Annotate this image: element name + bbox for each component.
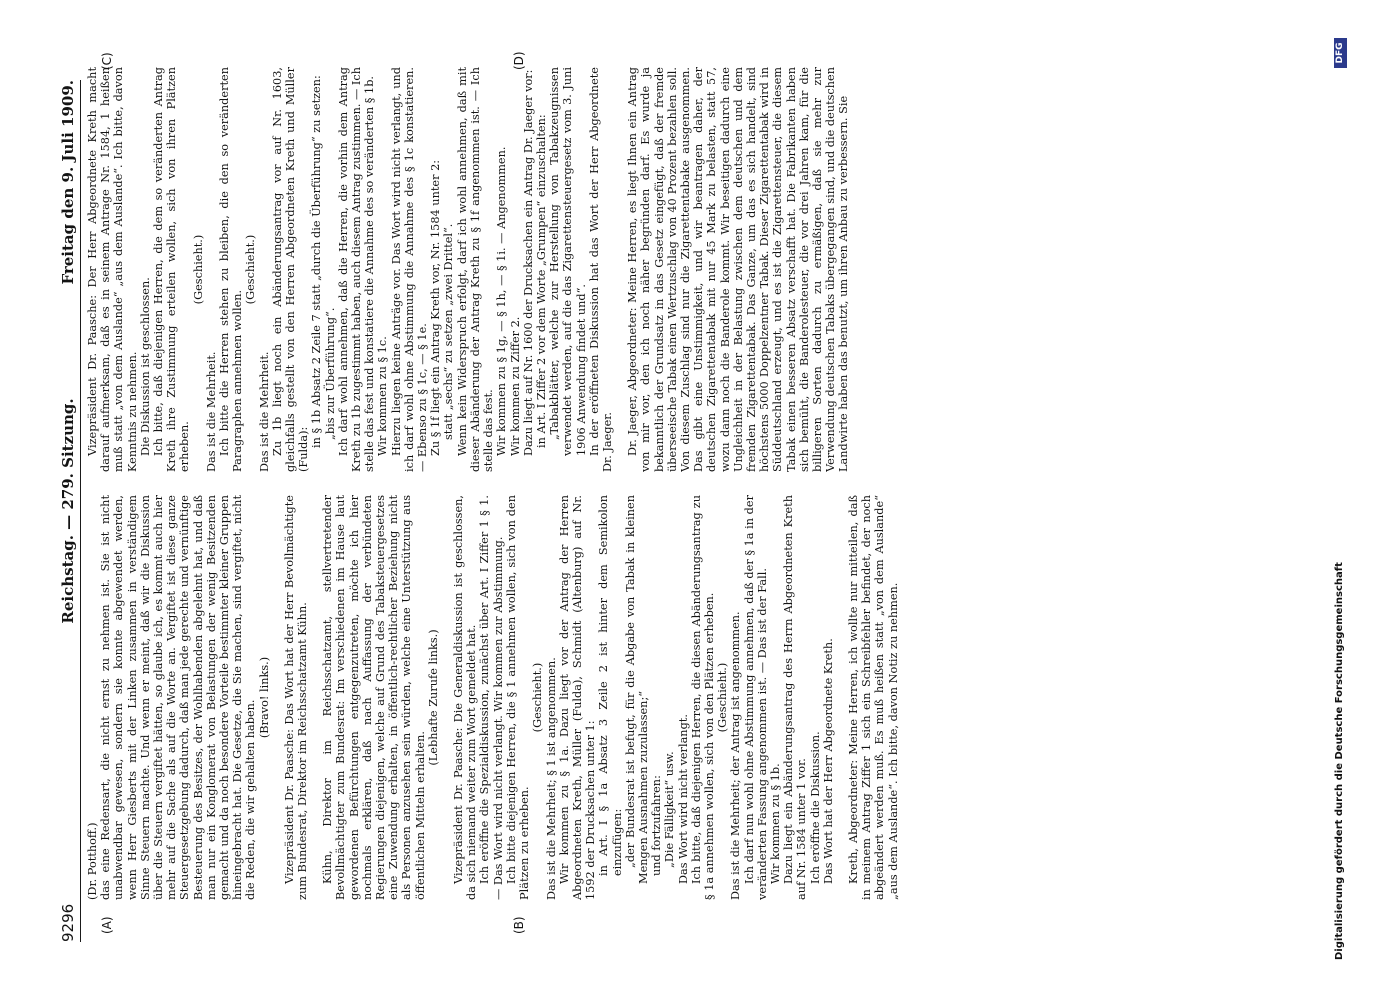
session-date: Freitag den 9. Juli 1909. <box>59 80 77 285</box>
dfg-logo: DFG <box>1334 38 1347 68</box>
paragraph: Dazu liegt ein Abänderungsantrag des Herrn Abgeordneten Kreth auf Nr. 1584 unter 1 vor. <box>782 495 809 900</box>
paragraph: „Tabakblätter, welche zur Herstellung von Tabakzeugnissen verwendet werden, auf die das Zigarettensteuergesetz vom 3. Juni 1906 Anwendung findet und“. <box>548 67 588 456</box>
paragraph: Wir kommen zu Ziffer 2. <box>508 316 522 456</box>
paragraph: (Bravo! links.) <box>257 656 271 739</box>
paragraph: Zu § 1f liegt ein Antrag Kreth vor, Nr. 1584 unter 2: <box>429 159 443 456</box>
paragraph: Wir kommen zu § 1b. <box>768 763 782 884</box>
page-header <box>58 80 81 942</box>
paragraph: Das Wort wird nicht verlangt. <box>676 714 690 884</box>
margin-letter-d: (D) <box>512 51 526 70</box>
paragraph: (Dr. Potthoff.) <box>86 822 99 900</box>
paragraph: (Geschieht.) <box>531 662 545 733</box>
paragraph: „der Bundesrat ist befugt, für die Abgabe von Tabak in kleinen Mengen Ausnahmen zuzulassen;“ <box>623 495 650 884</box>
paragraph: Ich darf wohl annehmen, daß die Herren, die vorhin dem Antrag Kreth zu 1b zugestimmt haben, auch diesem Antrag zustimmen. — Ich stelle das fest und konstatiere die Annahme des so veränderten § 1b. <box>336 67 377 472</box>
paragraph: Das ist die Mehrheit. <box>204 351 218 472</box>
paragraph: in Art. I § 1a Absatz 3 Zeile 2 ist hinter dem Semikolon einzufügen: <box>597 495 624 876</box>
paragraph: Das ist die Mehrheit; der Antrag ist angenommen. <box>729 611 743 900</box>
paragraph: Ich darf nun wohl ohne Abstimmung annehmen, daß der § 1a in der veränderten Fassung angenommen ist. — Das ist der Fall. <box>742 495 769 900</box>
session-title: Reichstag. — 279. Sitzung. <box>59 398 77 624</box>
text-column-right <box>86 67 914 472</box>
paragraph: Ich eröffne die Diskussion. <box>808 731 822 884</box>
paragraph: und fortzufahren: <box>650 775 664 876</box>
paragraph: (Lebhafte Zurufe links.) <box>426 629 440 766</box>
paragraph: Die Diskussion ist geschlossen. <box>138 277 152 456</box>
paragraph: Dr. Jaeger, Abgeordneter: Meine Herren, es liegt Ihnen ein Antrag von mir vor, den ich noch näher begründen darf. Es wurde ja bekanntlich der Grundsatz in das Gesetz eingefügt, daß der fremde überseeische Tabak einen Wertzuschlag von 40 Prozent bezahlen soll. Von diesem Zuschlag sind nur die Zigarettentabake ausgenommen. Das gibt eine Unstimmigkeit, und wir beantragen daher, der deutschen Zigarettentabak mit nur 45 Mark zu belasten, statt 57, wozu dann noch die Banderole kommt. Wir beseitigen dadurch eine Ungleichheit in der Belastung zwischen dem deutschen und dem fremden Zigarettentabak. Das Ganze, um das es sich handelt, sind höchstens 5000 Doppelzentner Tabak. Dieser Zigarettentabak wird in Süddeutschland erzeugt, und es ist die Zigarettensteuer, die diesem Tabak einen besseren Absatz verschafft hat. Die Fabrikanten haben sich bemüht, die Banderolesteuer, die vor drei Jahren kam, für die billigeren Sorten dadurch zu ermäßigen, daß sie mehr zur Verwendung deutschen Tabaks übergegangen sind, und die deutschen Landwirte haben das benutzt, um ihren Anbau zu verbessern. Sie <box>626 67 851 472</box>
paragraph: Vizepräsident Dr. Paasche: Der Herr Abgeordnete Kreth macht darauf aufmerksam, daß es in seinem Antrage Nr. 1584, 1 heißen muß statt „von dem Auslande“ „aus dem Auslande“. Ich bitte, davon Kenntnis zu nehmen. <box>86 67 139 472</box>
paragraph: In der eröffneten Diskussion hat das Wort der Herr Abgeordnete Dr. Jaeger. <box>587 67 614 472</box>
paragraph: statt „sechs“ zu setzen „zwei Drittel“. <box>442 223 456 440</box>
text-column-left <box>86 495 914 900</box>
paragraph: Ich eröffne die Spezialdiskussion, zunächst über Art. I Ziffer 1 § 1. — Das Wort wird nicht verlangt. Wir kommen zur Abstimmung. <box>478 495 505 900</box>
paragraph: Vizepräsident Dr. Paasche: Das Wort hat der Herr Bevollmächtigte zum Bundesrat, Direktor im Reichsschatzamt Kühn. <box>282 495 310 900</box>
paragraph: „Die Fälligkeit“ usw. <box>663 751 677 868</box>
paragraph: Wir kommen zu § 1a. Dazu liegt vor der Antrag der Herren Abgeordneten Kreth, Müller (Fulda), Schmidt (Altenburg) auf Nr. 1592 der Drucksachen unter 1: <box>557 495 598 900</box>
paragraph: in Art. I Ziffer 2 vor dem Worte „Grumpen“ einzuschalten: <box>534 114 548 448</box>
paragraph: (Geschieht.) <box>716 662 730 733</box>
paragraph: Zu 1b liegt noch ein Abänderungsantrag vor auf Nr. 1603, gleichfalls gestellt von den Herren Abgeordneten Kreth und Müller (Fulda): <box>270 67 311 472</box>
page-number: 9296 <box>59 903 77 942</box>
margin-letter-b: (B) <box>512 916 526 934</box>
margin-letter-a: (A) <box>100 916 114 934</box>
digitization-credit: Digitalisierung gefördert durch die Deutsche Forschungsgemeinschaft <box>1334 562 1345 960</box>
paragraph: „bis zur Überführung“. <box>323 307 337 440</box>
paragraph: Dazu liegt auf Nr. 1600 der Drucksachen ein Antrag Dr. Jaeger vor: <box>521 69 535 456</box>
paragraph: Ich bitte die Herren stehen zu bleiben, die den so veränderten Paragraphen annehmen wollen. <box>218 67 245 472</box>
paragraph: Das ist die Mehrheit; § 1 ist angenommen. <box>544 657 558 900</box>
paragraph: (Geschieht.) <box>244 234 258 305</box>
paragraph: Ich bitte, daß diejenigen Herren, die diesen Abänderungsantrag zu § 1a annehmen wollen, sich von den Plätzen erheben. <box>689 495 716 900</box>
paragraph: Ich bitte diejenigen Herren, die § 1 annehmen wollen, sich von den Plätzen zu erheben. <box>504 495 532 900</box>
paragraph: Vizepräsident Dr. Paasche: Die Generaldiskussion ist geschlossen, da sich niemand weiter zum Wort gemeldet hat. <box>452 495 479 900</box>
paragraph: Wir kommen zu § 1c. <box>376 336 390 456</box>
paragraph: Kreth, Abgeordneter: Meine Herren, ich wollte nur mitteilen, daß in meinem Antrag Ziffer 1 sich ein Schreibfehler befindet, der noch abgeändert werden muß. Es muß heißen statt „von dem Auslande“ „aus dem Auslande“. Ich bitte, davon Notiz zu nehmen. <box>846 495 900 900</box>
paragraph: das eine Redensart, die nicht ernst zu nehmen ist. Sie ist nicht unabwendbar gewesen, sondern sie konnte abgewendet werden, wenn Herr Giesberts mit der Linken zusammen in verständigem Sinne Steuern machte. Und wenn er meint, daß wir die Diskussion über die Steuern vergiftet hätten, so glaube ich, es kommt auch hier mehr auf die Sache als auf die Worte an. Vergiftet ist diese ganze Steuergesetzgebung dadurch, daß man jede gerechte und vernünftige Besteuerung des Besitzes, der Wohlhabenden abgelehnt hat, und daß man nur ein Konglomerat von Belastungen der wenig Besitzenden gemacht und da noch besondere Vorteile bestimmter kleiner Gruppen hineingebracht hat. Die Gesetze, die Sie machen, sind vergiftet, nicht die Reden, die wir gehalten haben. <box>99 495 258 900</box>
paragraph: Wenn kein Widerspruch erfolgt, darf ich wohl annehmen, daß mit dieser Abänderung der Antrag Kreth zu § 1f angenommen ist. — Ich stelle das fest. <box>455 67 496 472</box>
paragraph: Das Wort hat der Herr Abgeordnete Kreth. <box>821 638 835 884</box>
margin-letter-c: (C) <box>100 52 114 70</box>
paragraph: (Geschieht.) <box>191 234 205 305</box>
paragraph: Kühn, Direktor im Reichsschatzamt, stellvertretender Bevollmächtigter zum Bundesrat: Im verschiedenen im Hause laut gewordenen Befürchtungen entgegenzutreten, möchte ich hier nochmals erklären, daß nach Auffassung der verbündeten Regierungen diejenigen, welche auf Grund des Tabaksteuergesetzes eine Zuwendung erhalten, in öffentlich-rechtlicher Beziehung nicht als Personen anzusehen sein würden, welche eine Unterstützung aus öffentlichen Mitteln erhalten. <box>321 495 427 900</box>
paragraph: Wir kommen zu § 1g, — § 1h, — § 1i. — Angenommen. <box>495 146 509 456</box>
paragraph: in § 1b Absatz 2 Zeile 7 statt „durch die Überführung“ zu setzen: <box>310 75 324 448</box>
paragraph: Ich bitte, daß diejenigen Herren, die dem so veränderten Antrag Kreth ihre Zustimmung erteilen wollen, sich von ihren Plätzen erheben. <box>152 67 192 472</box>
paragraph: Das ist die Mehrheit. <box>257 351 271 472</box>
paragraph: Hierzu liegen keine Anträge vor. Das Wort wird nicht verlangt, und ich darf wohl ohne Abstimmung die Annahme des § 1c konstatieren. — Ebenso zu § 1c, — § 1e. <box>389 67 430 472</box>
